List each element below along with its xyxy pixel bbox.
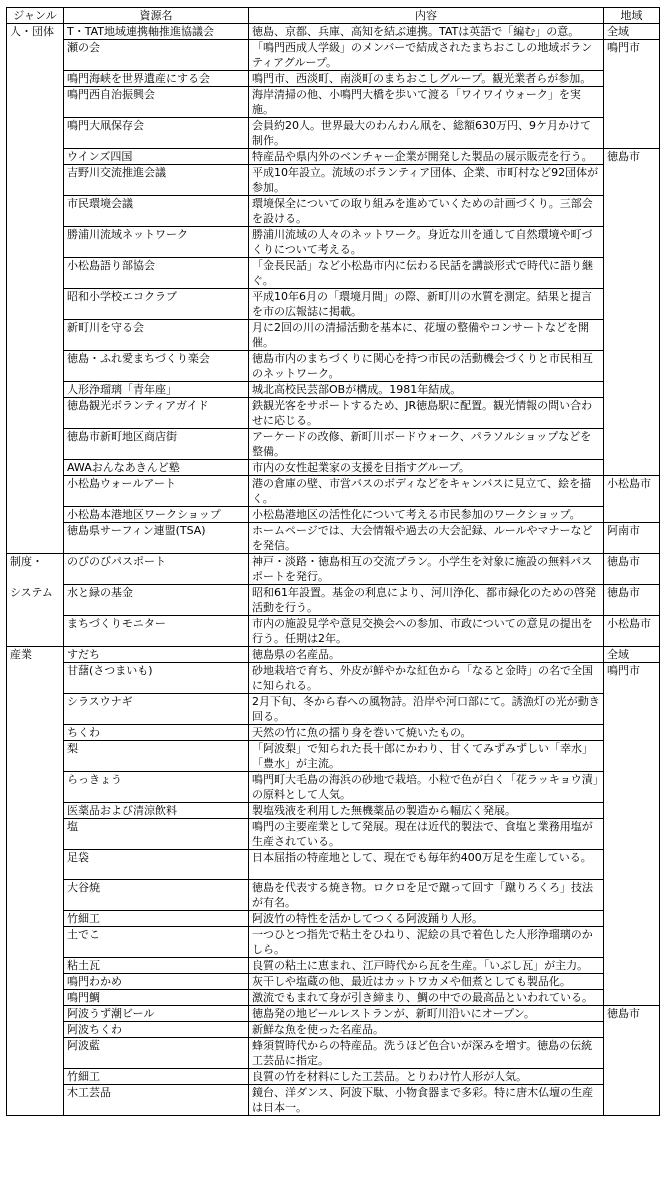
resource-content: 勝浦川流域の人々のネットワーク。身近な川を通して自然環境や町づくりについて考える。	[249, 227, 604, 258]
resource-name: 新町川を守る会	[64, 320, 249, 351]
region-cell: 徳島市	[604, 1006, 660, 1116]
resource-name: 鳴門西自治振興会	[64, 87, 249, 118]
genre-cell	[7, 227, 64, 258]
resource-name: 小松島本港地区ワークショップ	[64, 507, 249, 523]
resource-name: のびのびパスポート	[64, 554, 249, 585]
genre-cell	[7, 258, 64, 289]
resource-content: 神戸・淡路・徳島相互の交流プラン。小学生を対象に施設の無料パスポートを発行。	[249, 554, 604, 585]
table-row	[7, 165, 660, 196]
genre-cell	[7, 24, 64, 40]
table-row	[7, 1085, 660, 1116]
resource-content: 特産品や県内外のベンチャー企業が開発した製品の展示販売を行う。	[249, 149, 604, 165]
resource-content: 徳島を代表する焼き物。ロクロを足で蹴って回す「蹴りろくろ」技法が有名。	[249, 880, 604, 911]
resource-name: 勝浦川流域ネットワーク	[64, 227, 249, 258]
table-row	[7, 647, 660, 663]
resource-content: 鳴門市、西淡町、南淡町のまちおこしグループ。観光業者らが参加。	[249, 71, 604, 87]
resource-content: 城北高校民芸部OBが構成。1981年結成。	[249, 382, 604, 398]
table-row	[7, 476, 660, 507]
genre-label: 人・団体	[10, 25, 54, 38]
genre-cell	[7, 647, 64, 663]
resource-name: 昭和小学校エコクラブ	[64, 289, 249, 320]
resource-name: 阿波ちくわ	[64, 1022, 249, 1038]
table-row	[7, 118, 660, 149]
table-row	[7, 429, 660, 460]
genre-cell	[7, 772, 64, 803]
table-row	[7, 585, 660, 616]
genre-cell	[7, 289, 64, 320]
table-row	[7, 351, 660, 382]
resource-name: 徳島市新町地区商店街	[64, 429, 249, 460]
resource-content: 蜂須賀時代からの特産品。洗うほど色合いが深みを増す。徳島の伝統工芸品に指定。	[249, 1038, 604, 1069]
genre-cell	[7, 554, 64, 585]
table-row	[7, 24, 660, 40]
resource-content: 小松島港地区の活性化について考える市民参加のワークショップ。	[249, 507, 604, 523]
resource-content: 新鮮な魚を使った名産品。	[249, 1022, 604, 1038]
genre-cell	[7, 1022, 64, 1038]
genre-cell	[7, 958, 64, 974]
resource-content: 日本屈指の特産地として、現在でも毎年約400万足を生産している。	[249, 850, 604, 880]
genre-cell	[7, 118, 64, 149]
resource-content: 天然の竹に魚の擂り身を巻いて焼いたもの。	[249, 725, 604, 741]
table-row	[7, 958, 660, 974]
resource-name: 水と緑の基金	[64, 585, 249, 616]
genre-cell	[7, 1038, 64, 1069]
genre-cell	[7, 725, 64, 741]
resource-name: AWAおんなあきんど塾	[64, 460, 249, 476]
table-row	[7, 1006, 660, 1022]
genre-cell	[7, 165, 64, 196]
resource-content: 徳島発の地ビールレストランが、新町川沿いにオープン。	[249, 1006, 604, 1022]
resource-content: 鳴門町大毛島の海浜の砂地で栽培。小粒で色が白く「花ラッキョウ漬」の原料として人気。	[249, 772, 604, 803]
resource-content: 良質の竹を材料にした工芸品。とりわけ竹人形が人気。	[249, 1069, 604, 1085]
resource-content: 平成10年設立。流域のボランティア団体、企業、市町村など92団体が参加。	[249, 165, 604, 196]
table-header-row	[7, 8, 660, 24]
genre-cell	[7, 476, 64, 507]
header-content: 内容	[249, 8, 604, 24]
region-cell: 全域	[604, 647, 660, 663]
resource-name: 木工芸品	[64, 1085, 249, 1116]
genre-cell	[7, 429, 64, 460]
table-row	[7, 819, 660, 850]
resource-name: シラスウナギ	[64, 694, 249, 725]
region-cell: 全域	[604, 24, 660, 40]
resource-content: 徳島市内のまちづくりに関心を持つ市民の活動機会づくりと市民相互のネットワーク。	[249, 351, 604, 382]
region-cell: 阿南市	[604, 523, 660, 554]
resource-content: 徳島県の名産品。	[249, 647, 604, 663]
table-row	[7, 616, 660, 647]
genre-cell	[7, 1069, 64, 1085]
genre-cell	[7, 460, 64, 476]
resource-name: ちくわ	[64, 725, 249, 741]
header-region: 地域	[604, 8, 660, 24]
genre-cell	[7, 351, 64, 382]
genre-cell	[7, 741, 64, 772]
region-cell: 徳島市	[604, 149, 660, 476]
table-row	[7, 725, 660, 741]
resource-content: 「鳴門西成人学級」のメンバーで結成されたまちおこしの地域ボランティアグループ。	[249, 40, 604, 71]
resource-content: 市内の女性起業家の支援を目指すグループ。	[249, 460, 604, 476]
genre-cell	[7, 663, 64, 694]
resource-content: 「金長民話」など小松島市内に伝わる民話を講談形式で時代に語り継ぐ。	[249, 258, 604, 289]
table-row	[7, 741, 660, 772]
table-row	[7, 927, 660, 958]
header-genre: ジャンル	[7, 8, 64, 24]
resource-name: 小松島語り部協会	[64, 258, 249, 289]
table-row	[7, 320, 660, 351]
genre-cell	[7, 40, 64, 71]
region-cell: 鳴門市	[604, 663, 660, 1006]
genre-cell	[7, 71, 64, 87]
genre-label: システム	[10, 585, 53, 599]
resource-name: 徳島県サーフィン連盟(TSA)	[64, 523, 249, 554]
resource-content: 環境保全についての取り組みを進めていくための計画づくり。三部会を設ける。	[249, 196, 604, 227]
region-cell: 小松島市	[604, 476, 660, 523]
table-row	[7, 663, 660, 694]
genre-cell	[7, 320, 64, 351]
resource-name: 甘藷(さつまいも)	[64, 663, 249, 694]
resource-name: 瀬の会	[64, 40, 249, 71]
resource-content: 月に2回の川の清掃活動を基本に、花壇の整備やコンサートなどを開催。	[249, 320, 604, 351]
table-row	[7, 71, 660, 87]
resource-content: 2月下旬、冬から春への風物詩。沿岸や河口部にて。誘漁灯の光が動き回る。	[249, 694, 604, 725]
region-cell: 鳴門市	[604, 40, 660, 149]
resource-content: 港の倉庫の壁、市営バスのボディなどをキャンバスに見立て、絵を描く。	[249, 476, 604, 507]
resource-content: アーケードの改修、新町川ボードウォーク、パラソルショップなどを整備。	[249, 429, 604, 460]
genre-label: 制度・	[10, 555, 43, 568]
genre-cell	[7, 1006, 64, 1022]
genre-cell	[7, 149, 64, 165]
resource-content: ホームページでは、大会情報や過去の大会記録、ルールやマナーなどを発信。	[249, 523, 604, 554]
resource-name: ウインズ四国	[64, 149, 249, 165]
resource-content: 鏡台、洋ダンス、阿波下駄、小物食器まで多彩。特に唐木仏壇の生産は日本一。	[249, 1085, 604, 1116]
table-row	[7, 850, 660, 880]
resource-name: すだち	[64, 647, 249, 663]
genre-cell	[7, 87, 64, 118]
region-cell: 小松島市	[604, 616, 660, 647]
resource-content: 良質の粘土に恵まれ、江戸時代から瓦を生産。「いぶし瓦」が主力。	[249, 958, 604, 974]
genre-cell	[7, 803, 64, 819]
table-row	[7, 149, 660, 165]
resource-content: 市内の施設見学や意見交換会への参加、市政についての意見の提出を行う。任期は2年。	[249, 616, 604, 647]
genre-cell	[7, 880, 64, 911]
table-row	[7, 974, 660, 990]
genre-cell	[7, 382, 64, 398]
resource-table	[6, 7, 660, 1116]
resource-name: 人形浄瑠璃「青年座」	[64, 382, 249, 398]
resource-name: 粘土瓦	[64, 958, 249, 974]
table-row	[7, 803, 660, 819]
genre-cell	[7, 585, 64, 616]
table-row	[7, 911, 660, 927]
resource-content: 徳島、京都、兵庫、高知を結ぶ連携。TATは英語で「編む」の意。	[249, 24, 604, 40]
resource-name: 竹細工	[64, 911, 249, 927]
genre-cell	[7, 974, 64, 990]
resource-name: 小松島ウォールアート	[64, 476, 249, 507]
table-row	[7, 196, 660, 227]
resource-content: 平成10年6月の「環境月間」の際、新町川の水質を測定。結果と提言を市の広報誌に掲載。	[249, 289, 604, 320]
genre-cell	[7, 523, 64, 554]
genre-cell	[7, 507, 64, 523]
genre-cell	[7, 927, 64, 958]
resource-name: 梨	[64, 741, 249, 772]
table-row	[7, 507, 660, 523]
table-row	[7, 398, 660, 429]
table-row	[7, 772, 660, 803]
resource-name: 鳴門大凧保存会	[64, 118, 249, 149]
resource-name: 土でこ	[64, 927, 249, 958]
resource-content: 一つひとつ指先で粘土をひねり、泥絵の具で着色した人形浄瑠璃のかしら。	[249, 927, 604, 958]
header-resource-name: 資源名	[64, 8, 249, 24]
resource-content: 砂地栽培で育ち、外皮が鮮やかな紅色から「なると金時」の名で全国に知られる。	[249, 663, 604, 694]
resource-name: 鳴門鯛	[64, 990, 249, 1006]
table-row	[7, 523, 660, 554]
genre-cell	[7, 1085, 64, 1116]
resource-name: らっきょう	[64, 772, 249, 803]
resource-content: 会員約20人。世界最大のわんわん凧を、総額630万円、9ケ月かけて制作。	[249, 118, 604, 149]
genre-cell	[7, 196, 64, 227]
genre-cell	[7, 911, 64, 927]
table-body	[7, 24, 660, 1116]
resource-name: 鳴門わかめ	[64, 974, 249, 990]
resource-name: 阿波うず潮ビール	[64, 1006, 249, 1022]
resource-name: 大谷焼	[64, 880, 249, 911]
genre-cell	[7, 616, 64, 647]
resource-name: 市民環境会議	[64, 196, 249, 227]
resource-content: 灰干しや塩蔵の他、最近はカットワカメや佃煮としても製品化。	[249, 974, 604, 990]
resource-name: 吉野川交流推進会議	[64, 165, 249, 196]
table-row	[7, 40, 660, 71]
resource-content: 阿波竹の特性を活かしてつくる阿波踊り人形。	[249, 911, 604, 927]
table-row	[7, 990, 660, 1006]
table-row	[7, 880, 660, 911]
resource-content: 鉄観光客をサポートするため、JR徳島駅に配置。観光情報の問い合わせに応じる。	[249, 398, 604, 429]
table-row	[7, 1069, 660, 1085]
resource-content: 製塩残液を利用した無機薬品の製造から幅広く発展。	[249, 803, 604, 819]
resource-content: 鳴門の主要産業として発展。現在は近代的製法で、食塩と業務用塩が生産されている。	[249, 819, 604, 850]
resource-name: 阿波藍	[64, 1038, 249, 1069]
resource-name: 鳴門海峡を世界遺産にする会	[64, 71, 249, 87]
resource-name: 竹細工	[64, 1069, 249, 1085]
resource-name: T・TAT地域連携軸推進協議会	[64, 24, 249, 40]
table-row	[7, 1038, 660, 1069]
genre-cell	[7, 819, 64, 850]
genre-cell	[7, 850, 64, 880]
region-cell: 徳島市	[604, 585, 660, 616]
table-row	[7, 382, 660, 398]
table-row	[7, 460, 660, 476]
table-row	[7, 258, 660, 289]
genre-label: 産業	[10, 648, 32, 661]
resource-content: 「阿波梨」で知られた長十郎にかわり、甘くてみずみずしい「幸水」「豊水」が主流。	[249, 741, 604, 772]
resource-table-container	[6, 7, 659, 1116]
table-row	[7, 289, 660, 320]
table-row	[7, 1022, 660, 1038]
genre-cell	[7, 694, 64, 725]
table-row	[7, 554, 660, 585]
table-row	[7, 227, 660, 258]
region-cell: 徳島市	[604, 554, 660, 585]
resource-name: 塩	[64, 819, 249, 850]
genre-cell	[7, 990, 64, 1006]
resource-content: 激流でもまれて身が引き締まり、鯛の中での最高品といわれている。	[249, 990, 604, 1006]
resource-content: 昭和61年設置。基金の利息により、河川浄化、都市緑化のための啓発活動を行う。	[249, 585, 604, 616]
genre-cell	[7, 398, 64, 429]
resource-name: 徳島観光ボランティアガイド	[64, 398, 249, 429]
resource-name: まちづくりモニター	[64, 616, 249, 647]
table-row	[7, 87, 660, 118]
resource-name: 足袋	[64, 850, 249, 880]
resource-content: 海岸清掃の他、小鳴門大橋を歩いて渡る「ワイワイウォーク」を実施。	[249, 87, 604, 118]
resource-name: 徳島・ふれ愛まちづくり楽会	[64, 351, 249, 382]
table-row	[7, 694, 660, 725]
resource-name: 医薬品および清涼飲料	[64, 803, 249, 819]
